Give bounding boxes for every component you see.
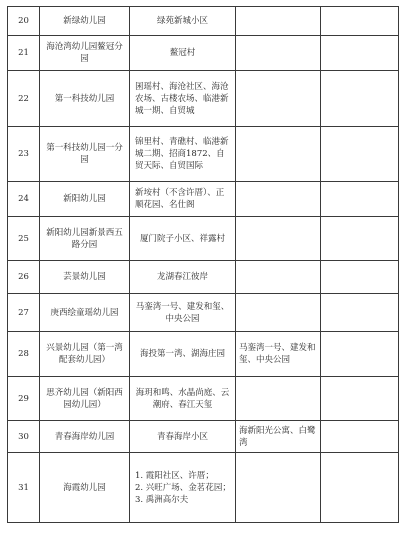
row-number: 29 <box>8 377 40 421</box>
table-row <box>8 377 399 421</box>
service-area: 龙湖春江彼岸 <box>130 261 236 294</box>
service-area: 鳌冠村 <box>130 36 236 71</box>
kindergarten-name: 新阳幼儿园新景西五路分园 <box>40 217 130 261</box>
blank-cell <box>321 71 399 127</box>
blank-cell <box>321 332 399 377</box>
table-row <box>8 453 399 523</box>
table-row <box>8 261 399 294</box>
table-row <box>8 7 399 36</box>
service-area: 海玥和鸣、水晶尚庭、云潮府、春江天玺 <box>130 377 236 421</box>
service-area: 海投第一湾、湖海庄园 <box>130 332 236 377</box>
kindergarten-name: 第一科技幼儿园一分园 <box>40 127 130 182</box>
kindergarten-name: 思齐幼儿园（新阳西园幼儿园） <box>40 377 130 421</box>
supplementary-area <box>236 36 321 71</box>
blank-cell <box>321 36 399 71</box>
blank-cell <box>321 377 399 421</box>
table-row <box>8 294 399 332</box>
supplementary-area <box>236 377 321 421</box>
supplementary-area <box>236 217 321 261</box>
row-number: 25 <box>8 217 40 261</box>
service-area: 锦里村、青礁村、临港新城二期、招商1872、自贸天际、自贸国际 <box>130 127 236 182</box>
table-row <box>8 217 399 261</box>
service-area: 青春海岸小区 <box>130 421 236 453</box>
table-row <box>8 71 399 127</box>
supplementary-area <box>236 294 321 332</box>
row-number: 21 <box>8 36 40 71</box>
kindergarten-name: 海沧湾幼儿园鳌冠分园 <box>40 36 130 71</box>
row-number: 27 <box>8 294 40 332</box>
kindergarten-name: 新阳幼儿园 <box>40 182 130 217</box>
blank-cell <box>321 182 399 217</box>
blank-cell <box>321 294 399 332</box>
row-number: 28 <box>8 332 40 377</box>
row-number: 31 <box>8 453 40 523</box>
kindergarten-enrollment-table <box>7 6 399 523</box>
supplementary-area: 海新阳光公寓、白鹭湾 <box>236 421 321 453</box>
table-body <box>8 7 399 523</box>
supplementary-area <box>236 182 321 217</box>
row-number: 22 <box>8 71 40 127</box>
supplementary-area <box>236 7 321 36</box>
supplementary-area <box>236 127 321 182</box>
kindergarten-name: 新绿幼儿园 <box>40 7 130 36</box>
supplementary-area: 马銮湾一号、建发和玺、中央公园 <box>236 332 321 377</box>
row-number: 26 <box>8 261 40 294</box>
table-row <box>8 36 399 71</box>
kindergarten-name: 第一科技幼儿园 <box>40 71 130 127</box>
blank-cell <box>321 261 399 294</box>
service-area: 囷瑶村、海沧社区、海沧农场、古楼农场、临港新城一期、自贸城 <box>130 71 236 127</box>
service-area: 1. 霞阳社区、许厝； 2. 兴旺广场、金茗花园； 3. 禹洲高尔夫 <box>130 453 236 523</box>
service-area: 马銮湾一号、建发和玺、中央公园 <box>130 294 236 332</box>
supplementary-area <box>236 453 321 523</box>
supplementary-area <box>236 261 321 294</box>
service-area: 绿苑新城小区 <box>130 7 236 36</box>
blank-cell <box>321 127 399 182</box>
row-number: 24 <box>8 182 40 217</box>
table-row <box>8 421 399 453</box>
row-number: 20 <box>8 7 40 36</box>
table-row <box>8 182 399 217</box>
supplementary-area <box>236 71 321 127</box>
kindergarten-name: 海霞幼儿园 <box>40 453 130 523</box>
kindergarten-name: 兴景幼儿园（第一湾配套幼儿园） <box>40 332 130 377</box>
service-area: 新垵村（不含许厝）、正顺花园、名仕阁 <box>130 182 236 217</box>
blank-cell <box>321 7 399 36</box>
row-number: 30 <box>8 421 40 453</box>
table-row <box>8 332 399 377</box>
service-area: 厦门院子小区、祥露村 <box>130 217 236 261</box>
blank-cell <box>321 217 399 261</box>
kindergarten-name: 庚西绘童瑶幼儿园 <box>40 294 130 332</box>
table-row <box>8 127 399 182</box>
kindergarten-name: 青春海岸幼儿园 <box>40 421 130 453</box>
blank-cell <box>321 453 399 523</box>
row-number: 23 <box>8 127 40 182</box>
blank-cell <box>321 421 399 453</box>
kindergarten-name: 芸景幼儿园 <box>40 261 130 294</box>
